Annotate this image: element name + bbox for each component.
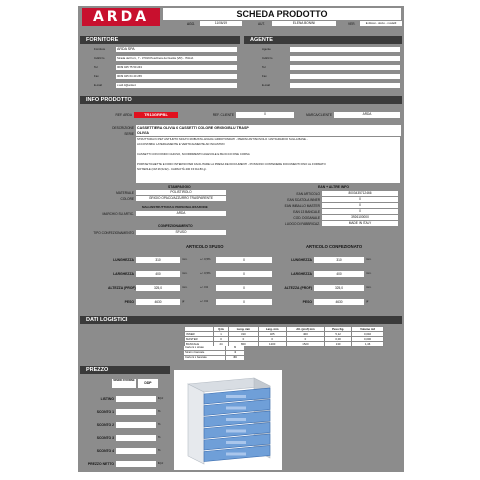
prezzo-row-value	[116, 422, 156, 428]
logistics-extra-label: Cartoni x strato	[184, 346, 225, 350]
colore-label: COLORE	[120, 197, 134, 201]
minimo-ordine-label: MINIMO D'ORDINE	[112, 379, 136, 388]
ean-row-label: EAN 13 BANCALE	[293, 210, 320, 214]
sfuso-row-unit: mm.	[182, 257, 188, 261]
logistics-cell: INNER	[185, 332, 214, 337]
ean-row-label: LUOGO DI FABBRICAZ.	[284, 222, 320, 226]
agente-row-value	[290, 65, 400, 70]
serie-label: SERIE	[124, 132, 134, 136]
drawer-cabinet-image	[174, 370, 282, 470]
prezzo-row-unit: €/pz	[158, 461, 164, 465]
logistics-cell: 1	[213, 332, 228, 337]
sfuso-row-unit: mm.	[182, 285, 188, 289]
logistics-extra-label: Cartoni x bancale	[184, 356, 225, 360]
drawer-handle	[226, 395, 246, 398]
sfuso-row-tolerance: +/- 1%	[200, 285, 209, 289]
prezzo-row-value	[116, 409, 156, 415]
confezionamento-title: CONFEZIONAMENTO	[158, 224, 193, 228]
ref-cliente-label: REF. CLIENTE	[212, 113, 234, 117]
mallo-title: MALLINSTRUTTURA E PERSONALIZZAZIONE	[142, 205, 208, 209]
prezzo-row-label: SCONTO 2	[96, 423, 114, 427]
drawer-handle	[226, 453, 246, 456]
logistics-cell: 0	[286, 337, 324, 342]
sfuso-row-tolerance-value: 0	[216, 285, 272, 291]
confezionato-row-value: 310	[314, 257, 364, 263]
arda-logo: ARDA	[82, 8, 160, 26]
logistics-cell: 5,12	[325, 332, 352, 337]
fornitore-row-label: Tel	[94, 65, 98, 69]
prezzo-row-value	[116, 435, 156, 441]
fornitore-row-value: 0039 045 75 50 243	[116, 65, 237, 70]
logistics-cell: 325	[258, 332, 286, 337]
ean-row-value: 0	[322, 197, 398, 202]
ref-cliente-value: 0	[236, 112, 294, 118]
fornitore-row-label: Fornitore	[94, 47, 106, 51]
prezzo-row-value	[116, 448, 156, 454]
tipo-confezionamento-label: TIPO CONFEZIONAMENTO	[93, 231, 134, 235]
logistics-cell: 0,040	[352, 332, 384, 337]
prezzo-row-label: PREZZO NETTO	[87, 462, 114, 466]
agente-row-value	[290, 83, 400, 88]
dati-logistici-bar: DATI LOGISTICI	[80, 316, 402, 324]
logistics-header-cell: Alt. (prof) mm	[286, 327, 324, 332]
agg-value: 11/06/19	[200, 21, 242, 26]
agente-row-label: Tel	[262, 65, 266, 69]
logistics-header-cell: Lung. mm	[229, 327, 258, 332]
prezzo-row-unit: %	[158, 422, 161, 426]
logistics-cell: 0	[213, 337, 228, 342]
sfuso-row-tolerance: +/- 0,5%	[200, 257, 211, 261]
logistics-cell: 800	[229, 342, 258, 347]
description-line: PORTAETICHETTE E FORO INTERNO PER FACILITARE LA PRESA DEI DOCUMENTI - POSSONO CONTENERE DOCUMENTI FINO AL FORMATO	[137, 162, 326, 166]
description-line: ACCOSTABILI LATERALMENTE E VERTICALMENTE AD INCASTRO	[137, 142, 225, 146]
aut-value: ELENA BONINI	[272, 21, 336, 26]
logistics-cell: BANCALE	[185, 342, 214, 347]
ean-row-value: 0	[322, 203, 398, 208]
fornitore-row-label: Indirizzo	[94, 56, 105, 60]
ver-value: E-Rossi - docto - modelll	[360, 21, 402, 26]
marchio-label: MARCHIO SU ARTIC.	[102, 212, 134, 216]
logistics-cell: 1200	[258, 342, 286, 347]
ean-row-label: EAN IMBALLO MASTER	[284, 204, 320, 208]
sfuso-row-label: PESO	[124, 300, 134, 304]
logistics-extra-value: 6	[226, 346, 244, 350]
sfuso-row-tolerance: +/- 0,5%	[200, 271, 211, 275]
fornitore-row-label: E-mail	[94, 83, 102, 87]
fornitore-row-value: 0039 045 64 40 265	[116, 74, 237, 79]
sfuso-row-tolerance-value: 0	[216, 257, 272, 263]
logistics-cell: 400	[286, 332, 324, 337]
confezionato-title: ARTICOLO CONFEZIONATO	[306, 244, 363, 249]
confezionato-row-value: 325,0	[314, 285, 364, 291]
logistics-cell: 0,000	[352, 337, 384, 342]
agg-label: AGG.	[187, 22, 195, 26]
sfuso-row-value: 310	[136, 257, 180, 263]
logistics-table	[184, 326, 384, 347]
logistics-cell: 310	[229, 332, 258, 337]
description-line: NOTARILE (CM 26,5x32) - CAPACITÀ 400 FF DA 80 gr.	[137, 167, 207, 171]
agente-row-label: Agente	[262, 47, 271, 51]
prezzo-row-label: SCONTO 3	[96, 436, 114, 440]
drawer-handle	[226, 441, 246, 444]
logistics-header-cell: Volume m3	[352, 327, 384, 332]
ean-row-label: COD. DOGANALE	[293, 216, 320, 220]
agente-bar: AGENTE	[244, 36, 402, 44]
ean-row-label: EAN SCATOLA INNER	[287, 198, 320, 202]
sfuso-title: ARTICOLO SFUSO	[186, 244, 224, 249]
product-photo	[174, 370, 282, 470]
description-line: STRUTTURA IN PET ANTIURTO MOLTO ROBUSTA-ANGOLI ARROTONDATI - PIEDINI ANTISCIVOLO / ANTIGRAFFIO SULLA BASE -	[137, 137, 308, 141]
ean-row-value: 8003435712466	[322, 191, 398, 196]
logistics-cell: 1520	[286, 342, 324, 347]
description-line: CASSETTI CON FONDO CHIUSO, SCORRIMENTO AGEVOLE E BLOCCO FINE CORSA	[137, 152, 250, 156]
logistics-header-cell: Q.tà	[213, 327, 228, 332]
logistics-header-cell: Larg. mm	[258, 327, 286, 332]
sfuso-row-label: LUNGHEZZA	[113, 258, 134, 262]
ean-row-value: 0	[322, 209, 398, 214]
sfuso-row-value: 325,0	[136, 285, 180, 291]
sfuso-row-tolerance: +/- 1%	[200, 299, 209, 303]
ref-arda-label: REF. ARDA	[115, 113, 132, 117]
prezzo-row-unit: %	[158, 409, 161, 413]
confezionato-row-label: LUNGHEZZA	[291, 258, 312, 262]
prezzo-bar: PREZZO	[80, 366, 170, 374]
drawer-handle	[226, 430, 246, 433]
prezzo-row-value	[116, 461, 156, 467]
fornitore-row-value: ARDA SPA	[116, 47, 237, 52]
materiale-label: MATERIALE	[116, 191, 134, 195]
confezionato-row-unit: gr.	[366, 299, 370, 303]
materiale-value: POLISTIROLO	[136, 190, 226, 195]
descrizione-value: CASSETTIERA OLIVIA 6 CASSETTI COLORE GRIGIO/BLU TRASP	[136, 125, 401, 131]
agente-row-value	[290, 47, 400, 52]
confezionato-row-label: ALTEZZA (PROF)	[284, 286, 312, 290]
fornitore-row-label: Fax	[94, 74, 99, 78]
confezionato-row-value: 4630	[314, 299, 364, 305]
descrizione-label: DESCRIZIONE	[112, 126, 134, 130]
logistics-cell: 24	[213, 342, 228, 347]
logistics-cell: 0	[229, 337, 258, 342]
prezzo-row-label: SCONTO 1	[96, 410, 114, 414]
tipo-confezionamento-value: SFUSO	[136, 230, 226, 235]
ean-title: EAN + ALTRE INFO	[318, 185, 349, 189]
serie-value: OLIVIA	[136, 131, 401, 136]
logistics-cell: 0,00	[325, 337, 352, 342]
logistics-cell: 0	[258, 337, 286, 342]
drawer-handle	[226, 418, 246, 421]
sfuso-row-label: LARGHEZZA	[113, 272, 134, 276]
fornitore-row-value: Strada del Fort., 7 - 37019 Peschiera del Garda (VR) - ITALIA	[116, 56, 237, 61]
agente-row-value	[290, 74, 400, 79]
logistics-extra-value: 4	[226, 351, 244, 355]
confezionato-row-value: 400	[314, 271, 364, 277]
fornitore-row-value: c.ard.it@arda.it	[116, 83, 237, 88]
aut-label: AUT.	[258, 22, 265, 26]
confezionato-row-label: PESO	[302, 300, 312, 304]
logistics-header-cell: Peso Kg.	[325, 327, 352, 332]
marca-value: ARDA	[334, 112, 400, 118]
confezionato-row-label: LARGHEZZA	[291, 272, 312, 276]
prezzo-row-label: LISTINO	[100, 397, 114, 401]
fornitore-bar: FORNITORE	[80, 36, 240, 44]
ref-arda-value: TR13GRPBL	[134, 112, 178, 118]
prezzo-row-label: SCONTO 4	[96, 449, 114, 453]
confezionato-row-unit: mm.	[366, 285, 372, 289]
info-prodotto-bar: INFO PRODOTTO	[80, 96, 402, 104]
colore-value: GRIGIO OPACO/AZZURRO TRASPARENTE	[136, 196, 226, 201]
prezzo-row-unit: €/pz	[158, 396, 164, 400]
stampaggio-title: STAMPAGGIO	[168, 185, 191, 189]
logistics-extra-value: 24	[226, 356, 244, 360]
agente-row-label: Fax	[262, 74, 267, 78]
confezionato-row-unit: mm.	[366, 271, 372, 275]
sfuso-row-tolerance-value: 0	[216, 299, 272, 305]
minimo-ordine-value: DDP	[138, 379, 158, 388]
page-title: SCHEDA PRODOTTO	[163, 8, 401, 20]
logistics-cell: 130	[325, 342, 352, 347]
ver-label: VER.	[348, 22, 356, 26]
marca-label: MARCA/CLIENTE	[306, 113, 332, 117]
sfuso-row-unit: mm.	[182, 271, 188, 275]
ean-row-value: MADE IN ITALY	[322, 221, 398, 226]
logistics-cell: MASTER	[185, 337, 214, 342]
sfuso-row-value: 4630	[136, 299, 180, 305]
drawer-handle	[226, 407, 246, 410]
ean-row-value: 3926100000	[322, 215, 398, 220]
agente-row-value	[290, 56, 400, 61]
sfuso-row-tolerance-value: 0	[216, 271, 272, 277]
prezzo-row-unit: %	[158, 435, 161, 439]
agente-row-label: E-mail	[262, 83, 270, 87]
prezzo-row-value	[116, 396, 156, 402]
description-block	[136, 137, 400, 183]
confezionato-row-unit: mm.	[366, 257, 372, 261]
ean-row-label: EAN ARTICOLO	[296, 192, 320, 196]
logistics-cell: 1,46	[352, 342, 384, 347]
sfuso-row-unit: gr.	[182, 299, 186, 303]
prezzo-row-unit: %	[158, 448, 161, 452]
agente-row-label: Indirizzo	[262, 56, 273, 60]
logistics-extra-label: Strati x bancale	[184, 351, 225, 355]
sfuso-row-value: 400	[136, 271, 180, 277]
sfuso-row-label: ALTEZZA (PROF)	[108, 286, 136, 290]
marchio-value: ARDA	[136, 211, 226, 216]
